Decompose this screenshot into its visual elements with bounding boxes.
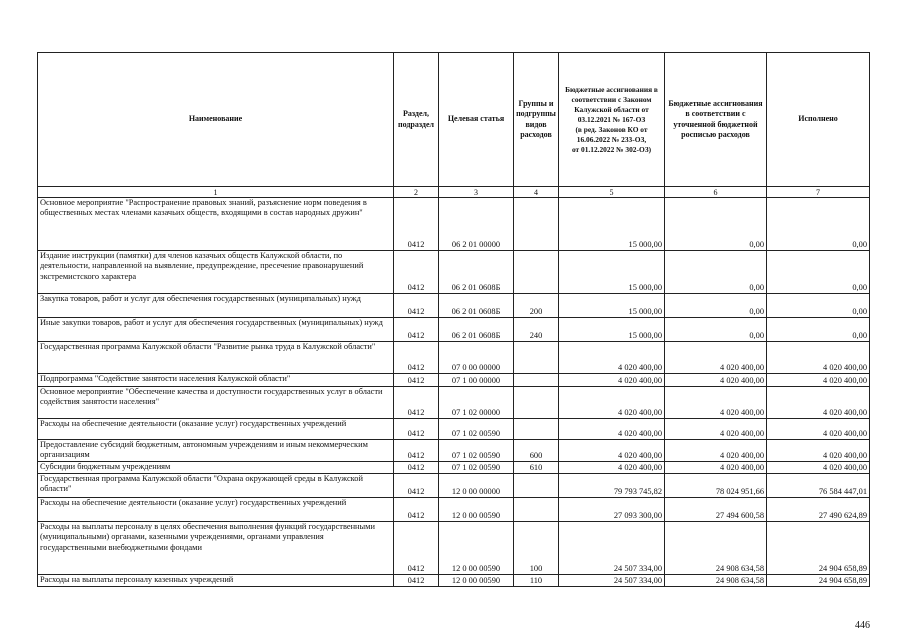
header-budget-law-line2: (в ред. Законов КО от 16.06.2022 № 233-ОЗ, [575,124,648,144]
table-cell-name: Закупка товаров, работ и услуг для обеспечения государственных (муниципальных) нужд [38,294,394,318]
table-cell-name: Расходы на выплаты персоналу казенных учреждений [38,574,394,586]
table-cell-target-article: 07 1 02 00000 [439,387,514,419]
table-cell-razdel: 0412 [394,251,439,294]
table-cell-razdel: 0412 [394,374,439,387]
table-cell-razdel: 0412 [394,461,439,473]
table-cell-budget-law: 79 793 745,82 [559,473,665,497]
table-cell-executed: 0,00 [767,198,870,251]
table-cell-target-article: 06 2 01 0608Б [439,294,514,318]
table-cell-executed: 4 020 400,00 [767,440,870,462]
table-cell-expense-type: 610 [514,461,559,473]
table-row [38,251,870,294]
table-cell-budget-plan: 0,00 [665,251,767,294]
table-row [38,461,870,473]
table-cell-name: Подпрограмма "Содействие занятости населения Калужской области" [38,374,394,387]
page-number: 446 [855,620,870,631]
column-number: 2 [394,187,439,198]
table-cell-target-article: 12 0 00 00590 [439,521,514,574]
table-cell-budget-law: 15 000,00 [559,318,665,342]
header-name: Наименование [38,53,394,187]
table-cell-name: Государственная программа Калужской области "Охрана окружающей среды в Калужской области" [38,473,394,497]
table-cell-executed: 0,00 [767,251,870,294]
table-row [38,342,870,374]
table-cell-budget-law: 4 020 400,00 [559,419,665,440]
column-number: 4 [514,187,559,198]
table-cell-budget-law: 15 000,00 [559,198,665,251]
table-row [38,294,870,318]
table-cell-expense-type [514,198,559,251]
table-cell-budget-law: 4 020 400,00 [559,440,665,462]
table-cell-expense-type: 240 [514,318,559,342]
table-cell-name: Иные закупки товаров, работ и услуг для обеспечения государственных (муниципальных) нужд [38,318,394,342]
table-cell-name: Предоставление субсидий бюджетным, автономным учреждениям и иным некоммерческим организациям [38,440,394,462]
table-cell-expense-type: 600 [514,440,559,462]
column-number: 7 [767,187,870,198]
table-cell-expense-type [514,387,559,419]
table-cell-budget-plan: 4 020 400,00 [665,461,767,473]
table-cell-razdel: 0412 [394,294,439,318]
table-cell-expense-type: 100 [514,521,559,574]
table-cell-budget-plan: 4 020 400,00 [665,440,767,462]
table-cell-target-article: 12 0 00 00000 [439,473,514,497]
table-cell-executed: 76 584 447,01 [767,473,870,497]
table-cell-budget-plan: 78 024 951,66 [665,473,767,497]
table-cell-budget-law: 27 093 300,00 [559,497,665,521]
table-cell-executed: 24 904 658,89 [767,574,870,586]
table-cell-executed: 4 020 400,00 [767,342,870,374]
table-cell-budget-plan: 24 908 634,58 [665,521,767,574]
header-budget-law [559,53,665,187]
table-cell-razdel: 0412 [394,318,439,342]
table-cell-budget-law: 24 507 334,00 [559,574,665,586]
table-cell-budget-plan: 27 494 600,58 [665,497,767,521]
table-row [38,374,870,387]
table-cell-razdel: 0412 [394,387,439,419]
table-cell-target-article: 07 1 02 00590 [439,419,514,440]
table-cell-budget-plan: 4 020 400,00 [665,387,767,419]
table-cell-razdel: 0412 [394,497,439,521]
table-row [38,387,870,419]
table-cell-executed: 4 020 400,00 [767,387,870,419]
table-cell-target-article: 07 0 00 00000 [439,342,514,374]
table-cell-target-article: 07 1 02 00590 [439,461,514,473]
table-cell-name: Основное мероприятие "Распространение правовых знаний, разъяснение норм поведения в общественных местах членами казачьих обществ, входящими в состав народных дружин" [38,198,394,251]
table-cell-target-article: 07 1 00 00000 [439,374,514,387]
table-cell-expense-type: 110 [514,574,559,586]
table-body [38,198,870,587]
table-cell-target-article: 06 2 01 0608Б [439,251,514,294]
table-cell-target-article: 12 0 00 00590 [439,497,514,521]
header-budget-plan: Бюджетные ассигнования в соответствии с уточненной бюджетной росписью расходов [665,53,767,187]
table-cell-name: Государственная программа Калужской области "Развитие рынка труда в Калужской области" [38,342,394,374]
header-executed: Исполнено [767,53,870,187]
table-cell-razdel: 0412 [394,521,439,574]
table-cell-razdel: 0412 [394,473,439,497]
column-number: 1 [38,187,394,198]
table-cell-budget-plan: 24 908 634,58 [665,574,767,586]
table-row [38,419,870,440]
table-row [38,497,870,521]
table-cell-executed: 4 020 400,00 [767,374,870,387]
column-number: 5 [559,187,665,198]
header-razdel: Раздел, подраздел [394,53,439,187]
header-target-article: Целевая статья [439,53,514,187]
table-cell-budget-plan: 4 020 400,00 [665,342,767,374]
table-cell-razdel: 0412 [394,198,439,251]
table-cell-expense-type [514,473,559,497]
table-cell-name: Издание инструкции (памятки) для членов казачьих обществ Калужской области, по деятельности, направленной на выявление, предупреждение, пресечение правонарушений экстремистского характера [38,251,394,294]
table-cell-budget-plan: 0,00 [665,198,767,251]
column-numbers-row [38,187,870,198]
table-cell-expense-type [514,497,559,521]
table-cell-target-article: 07 1 02 00590 [439,440,514,462]
table-cell-budget-law: 4 020 400,00 [559,342,665,374]
table-cell-expense-type [514,342,559,374]
table-cell-target-article: 06 2 01 00000 [439,198,514,251]
table-cell-budget-law: 4 020 400,00 [559,461,665,473]
header-budget-law-line3: от 01.12.2022 № 302-ОЗ) [571,144,652,154]
table-cell-name: Субсидии бюджетным учреждениям [38,461,394,473]
table-cell-executed: 0,00 [767,318,870,342]
table-cell-budget-plan: 0,00 [665,294,767,318]
table-row [38,473,870,497]
table-cell-target-article: 12 0 00 00590 [439,574,514,586]
table-cell-budget-law: 4 020 400,00 [559,374,665,387]
table-cell-razdel: 0412 [394,342,439,374]
column-number: 6 [665,187,767,198]
table-cell-executed: 4 020 400,00 [767,419,870,440]
table-cell-budget-law: 4 020 400,00 [559,387,665,419]
table-cell-name: Расходы на обеспечение деятельности (оказание услуг) государственных учреждений [38,419,394,440]
table-cell-executed: 27 490 624,89 [767,497,870,521]
header-budget-law-line1: Бюджетные ассигнования в соответствии с Законом Калужской области от 03.12.2021 № 167-ОЗ [565,84,658,124]
table-cell-executed: 4 020 400,00 [767,461,870,473]
table-cell-budget-law: 15 000,00 [559,251,665,294]
table-row [38,574,870,586]
table-row [38,198,870,251]
table-cell-budget-law: 15 000,00 [559,294,665,318]
table-cell-expense-type: 200 [514,294,559,318]
table-cell-name: Основное мероприятие "Обеспечение качества и доступности государственных услуг в области содействия занятости населения" [38,387,394,419]
table-row [38,318,870,342]
table-cell-target-article: 06 2 01 0608Б [439,318,514,342]
table-cell-expense-type [514,419,559,440]
table-cell-executed: 24 904 658,89 [767,521,870,574]
table-cell-name: Расходы на выплаты персоналу в целях обеспечения выполнения функций государственными (муниципальными) органами, казенными учреждениями, органами управления государственными внебюджетными фондами [38,521,394,574]
table-header-row [38,53,870,187]
table-cell-expense-type [514,251,559,294]
header-expense-type: Группы и подгруппы видов расходов [514,53,559,187]
table-cell-razdel: 0412 [394,574,439,586]
table-row [38,521,870,574]
table-cell-budget-plan: 4 020 400,00 [665,419,767,440]
table-cell-executed: 0,00 [767,294,870,318]
table-row [38,440,870,462]
column-number: 3 [439,187,514,198]
table-cell-razdel: 0412 [394,419,439,440]
table-cell-razdel: 0412 [394,440,439,462]
table-cell-budget-plan: 4 020 400,00 [665,374,767,387]
budget-execution-table [37,52,870,587]
table-cell-expense-type [514,374,559,387]
table-cell-budget-law: 24 507 334,00 [559,521,665,574]
table-cell-budget-plan: 0,00 [665,318,767,342]
table-cell-name: Расходы на обеспечение деятельности (оказание услуг) государственных учреждений [38,497,394,521]
